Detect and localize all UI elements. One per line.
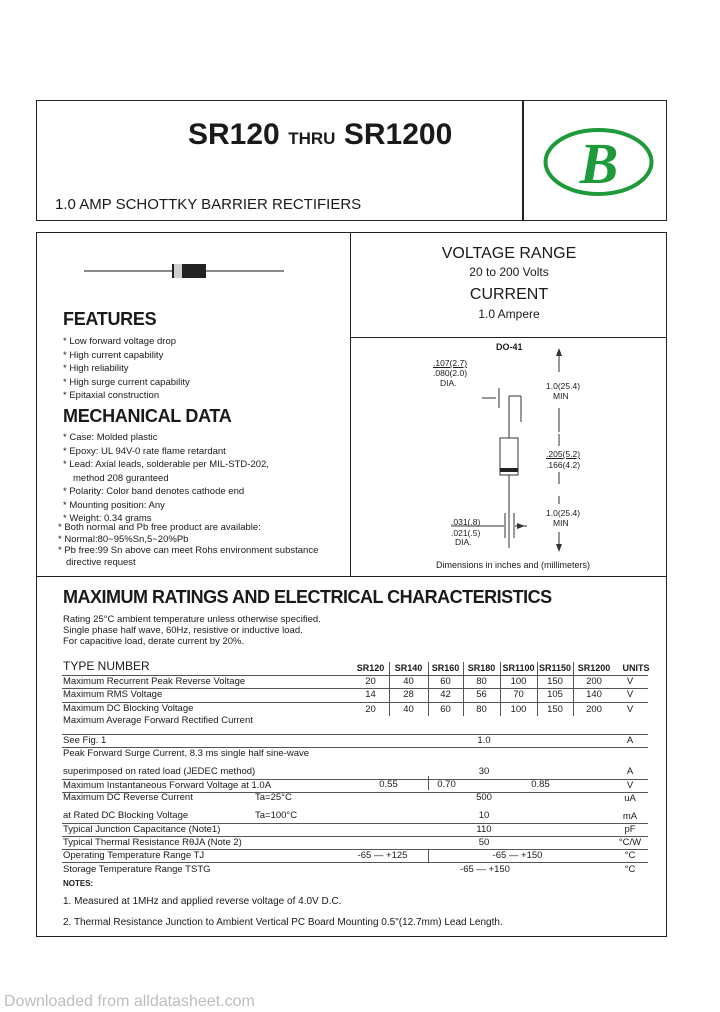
note-2: 2. Thermal Resistance Junction to Ambient Vertical PC Board Mounting 0.5"(12.7mm) Lead Length. [63,917,503,928]
tj-label: Operating Temperature Range TJ [63,850,205,861]
intro-line: For capacitive load, derate current by 20%. [63,636,245,648]
lead-len-top: 1.0(25.4) [546,381,581,391]
ir-unit-1: uA [624,793,636,804]
current-title: CURRENT [469,286,549,303]
voltage-range-title: VOLTAGE RANGE [441,245,577,262]
row-value: 140 [586,689,602,700]
avg-current-unit: A [626,735,634,746]
title-thru: THRU [288,129,336,148]
page-subtitle: 1.0 AMP SCHOTTKY BARRIER RECTIFIERS [55,196,362,213]
vf-unit: V [626,780,634,791]
mechanical-item: * Polarity: Color band denotes cathode end [63,486,245,497]
wire-dia-bottom: .021(.5) [451,528,481,538]
vf-value: 0.85 [531,779,550,790]
mechanical-item: * Lead: Axial leads, solderable per MIL-STD-202, [63,459,269,470]
feature-item: * Low forward voltage drop [63,336,177,347]
col-header: SR1150 [538,663,572,673]
surge-unit: A [626,766,634,777]
row-value: 14 [365,689,376,700]
feature-item: * High current capability [63,349,164,361]
row-value: 56 [476,689,487,700]
title-part2: SR1200 [343,118,453,151]
features-title: FEATURES [63,309,157,329]
row-label: Maximum RMS Voltage [63,689,163,700]
tj-value-2: -65 — +150 [492,850,543,861]
col-header: SR1200 [577,663,611,673]
mechanical-item: * Both normal and Pb free product are available: [58,522,261,533]
wire-dia-top: .031(.8) [451,517,481,527]
type-number-header: TYPE NUMBER [63,659,150,673]
row-unit: V [626,676,634,687]
row-value: 20 [365,704,376,715]
row-value: 70 [513,689,524,700]
row-unit: V [626,704,634,715]
mechanical-item: * Case: Molded plastic [63,432,158,443]
ir-cond-1: Ta=25°C [255,792,292,803]
col-header: SR1100 [502,663,535,673]
row-value: 150 [547,704,563,715]
col-header: SR140 [394,663,423,673]
col-header: SR120 [356,663,385,673]
ir-cond-2: Ta=100°C [255,810,298,821]
lead-dia-top: .107(2.7) [433,358,468,368]
row-value: 100 [510,676,527,687]
mechanical-item: * Epoxy: UL 94V-0 rate flame retardant [63,445,226,457]
wire-dia-label: DIA. [455,537,472,547]
mechanical-item: * Pb free:99 Sn above can meet Rohs environment substance [58,545,319,556]
body-len-top: .205(5.2) [546,449,581,459]
tstg-label: Storage Temperature Range TSTG [63,864,211,875]
row-value: 60 [440,704,451,715]
rth-value: 50 [478,837,490,848]
title-part1: SR120 [188,118,280,151]
avg-current-value: 1.0 [477,735,491,746]
tstg-unit: °C [624,864,636,875]
avg-current-label: Maximum Average Forward Rectified Current [63,715,253,726]
body-len-bottom: .166(4.2) [546,460,581,470]
row-value: 60 [440,676,451,687]
feature-item: * Epitaxial construction [63,390,160,402]
row-value: 28 [403,689,414,700]
surge-value: 30 [478,766,490,777]
row-value: 100 [510,704,527,715]
lead-len2-top: 1.0(25.4) [546,508,581,518]
cj-label: Typical Junction Capacitance (Note1) [63,824,221,835]
mechanical-item: * Mounting position: Any [63,499,165,511]
mechanical-title: MECHANICAL DATA [63,406,232,426]
cj-value: 110 [476,824,492,835]
col-header: SR180 [467,663,496,673]
tstg-value: -65 — +150 [460,864,510,875]
lead-len2-min: MIN [553,518,569,528]
ir-unit-2: mA [622,811,638,822]
col-header: UNITS [622,663,650,673]
ir-label-2: at Rated DC Blocking Voltage [63,810,189,821]
intro-line: Rating 25°C ambient temperature unless otherwise specified. [63,614,321,625]
surge-label-1: Peak Forward Surge Current, 8.3 ms single half sine-wave [63,748,310,759]
lead-dia-bottom: .080(2.0) [433,368,468,378]
mechanical-item: * Normal:80~95%Sn,5~20%Pb [58,533,189,545]
row-value: 20 [365,676,376,687]
mechanical-item: method 208 guranteed [73,472,169,484]
vf-value: 0.55 [379,779,398,790]
row-value: 80 [476,676,487,687]
row-value: 150 [547,676,563,687]
row-value: 200 [586,704,602,715]
intro-line: Single phase half wave, 60Hz, resistive or inductive load. [63,625,303,637]
feature-item: * High reliability [63,363,129,375]
avg-current-sub: See Fig. 1 [63,735,107,746]
row-value: 40 [403,676,414,687]
lead-dia-label: DIA. [440,378,457,388]
note-1: 1. Measured at 1MHz and applied reverse voltage of 4.0V D.C. [63,896,342,907]
surge-label-2: superimposed on rated load (JEDEC method) [63,766,256,777]
logo-letter: B [579,131,619,196]
row-value: 40 [403,704,414,715]
ir-value-1: 500 [476,792,492,803]
notes-title: NOTES: [63,879,94,888]
current-value: 1.0 Ampere [478,307,540,321]
tj-value-1: -65 — +125 [357,850,408,861]
row-label: Maximum DC Blocking Voltage [63,703,194,714]
row-value: 200 [586,676,602,687]
tj-unit: °C [624,850,636,861]
row-label: Maximum Recurrent Peak Reverse Voltage [63,676,246,687]
row-value: 105 [547,689,563,700]
dimensions-note: Dimensions in inches and (millimeters) [436,560,591,570]
row-value: 42 [440,689,451,700]
rth-label: Typical Thermal Resistance RθJA (Note 2) [63,837,242,848]
feature-item: * High surge current capability [63,376,190,388]
row-value: 80 [476,704,487,715]
package-name: DO-41 [496,342,523,352]
vf-label: Maximum Instantaneous Forward Voltage at 1.0A [63,780,272,791]
rth-unit: °C/W [618,837,642,848]
voltage-range-value: 20 to 200 Volts [469,265,549,279]
vf-value: 0.70 [437,779,456,790]
col-header: SR160 [431,663,460,673]
ir-label-1: Maximum DC Reverse Current [63,792,193,803]
row-unit: V [626,689,634,700]
ratings-title: MAXIMUM RATINGS AND ELECTRICAL CHARACTERISTICS [63,587,552,607]
mechanical-item: * Weight: 0.34 grams [63,513,152,524]
cj-unit: pF [624,824,636,835]
download-footer: Downloaded from alldatasheet.com [4,993,255,1010]
lead-len-min: MIN [553,391,569,401]
ir-value-2: 10 [478,810,490,821]
mechanical-item: directive request [66,556,136,568]
